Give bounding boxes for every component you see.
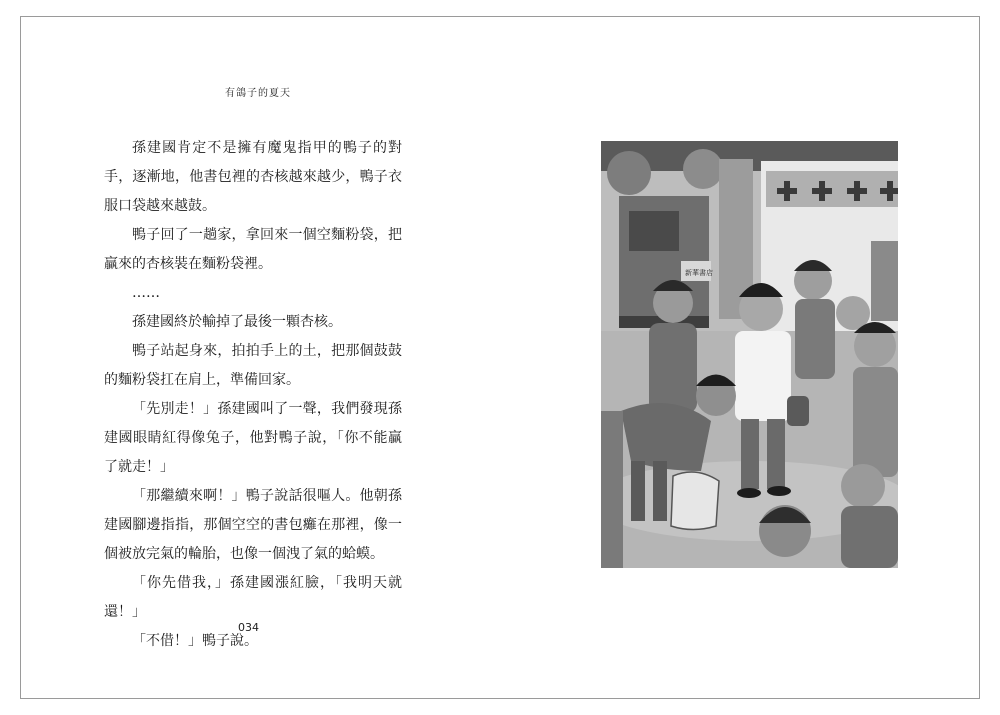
truck-sign: 新華書店 [685,269,713,277]
paragraph: 孫建國肯定不是擁有魔鬼指甲的鴨子的對手，逐漸地，他書包裡的杏核越來越少，鴨子衣服口袋越來越鼓。 [104,140,402,214]
story-illustration [601,141,898,568]
story-text [104,134,402,656]
paragraph: 鴨子站起身來，拍拍手上的土，把那個鼓鼓的麵粉袋扛在肩上，準備回家。 [104,343,402,388]
paragraph: 孫建國終於輸掉了最後一顆杏核。 [132,314,342,330]
page-number: 034 [238,621,259,634]
paragraph: 「那繼續來啊！」鴨子說話很嘔人。他朝孫建國腳邊指指，那個空空的書包癱在那裡，像一個被放完氣的輪胎，也像一個洩了氣的蛤蟆。 [104,488,402,562]
paragraph: 「先別走！」孫建國叫了一聲，我們發現孫建國眼睛紅得像兔子，他對鴨子說，「你不能贏了就走！」 [104,401,402,475]
running-head: 有鴿子的夏天 [225,88,291,99]
paragraph-ellipsis: …… [132,285,160,301]
paragraph: 鴨子回了一趟家，拿回來一個空麵粉袋，把贏來的杏核裝在麵粉袋裡。 [104,227,402,272]
paragraph: 「你先借我，」孫建國漲紅臉，「我明天就還！」 [104,575,402,620]
paragraph: 「不借！」鴨子說。 [132,633,258,649]
